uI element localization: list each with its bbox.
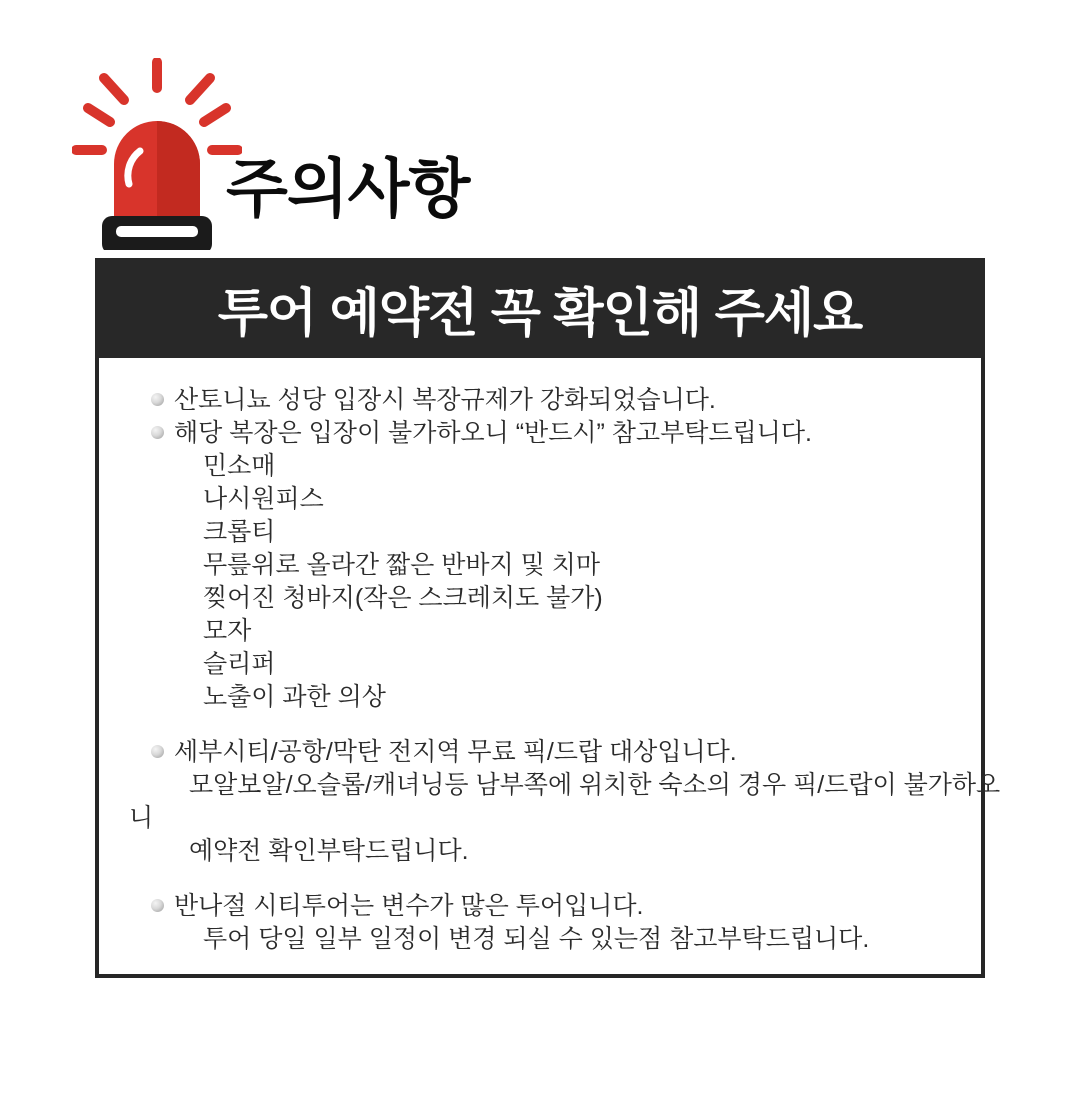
notice-line: [113, 769, 1001, 802]
notice-line: [113, 417, 961, 450]
notice-line: [113, 802, 961, 835]
notice-text: 슬리퍼: [203, 650, 276, 678]
notice-line: [113, 483, 961, 516]
notice-text: 반나절 시티투어는 변수가 많은 투어입니다.: [174, 892, 644, 920]
notice-text: 해당 복장은 입장이 불가하오니 “반드시” 참고부탁드립니다.: [174, 419, 812, 447]
notice-text: 산토니뇨 성당 입장시 복장규제가 강화되었습니다.: [174, 386, 716, 414]
notice-text: 노출이 과한 의상: [203, 683, 386, 711]
notice-line: [113, 549, 961, 582]
notice-line: [113, 516, 961, 549]
notice-text: 찢어진 청바지(작은 스크레치도 불가): [203, 584, 603, 612]
notice-text: 나시원피스: [203, 485, 324, 513]
notice-text: 모자: [203, 617, 252, 645]
notice-body: [95, 358, 1001, 978]
siren-icon: [72, 58, 242, 250]
notice-section: [95, 258, 1001, 978]
notice-text: 민소매: [203, 452, 276, 480]
notice-text: 투어 당일 일부 일정이 변경 되실 수 있는점 참고부탁드립니다.: [203, 925, 870, 953]
notice-text: 모알보알/오슬롭/캐녀닝등 남부쪽에 위치한 숙소의 경우 픽/드랍이 불가하오: [189, 771, 1001, 799]
notice-line: [113, 648, 961, 681]
bullet-icon: [151, 426, 164, 439]
banner-text: 투어 예약전 꼭 확인해 주세요: [217, 284, 863, 343]
page-title: 주의사항: [226, 153, 470, 225]
notice-line: [113, 450, 961, 483]
page-header: [0, 0, 1080, 258]
notice-text: 니: [129, 804, 154, 832]
bullet-icon: [151, 745, 164, 758]
notice-line: [113, 736, 961, 769]
notice-line: [113, 384, 961, 417]
notice-line: [113, 835, 961, 868]
notice-banner: [95, 258, 985, 358]
notice-text: 세부시티/공항/막탄 전지역 무료 픽/드랍 대상입니다.: [174, 738, 737, 766]
bullet-icon: [151, 899, 164, 912]
notice-text: 예약전 확인부탁드립니다.: [189, 837, 469, 865]
notice-line: [113, 890, 961, 923]
notice-text: 크롭티: [203, 518, 276, 546]
notice-line: [113, 923, 961, 956]
notice-line: [113, 582, 961, 615]
notice-line: [113, 681, 961, 714]
notice-line: [113, 615, 961, 648]
notice-text: 무릎위로 올라간 짧은 반바지 및 치마: [203, 551, 600, 579]
bullet-icon: [151, 393, 164, 406]
